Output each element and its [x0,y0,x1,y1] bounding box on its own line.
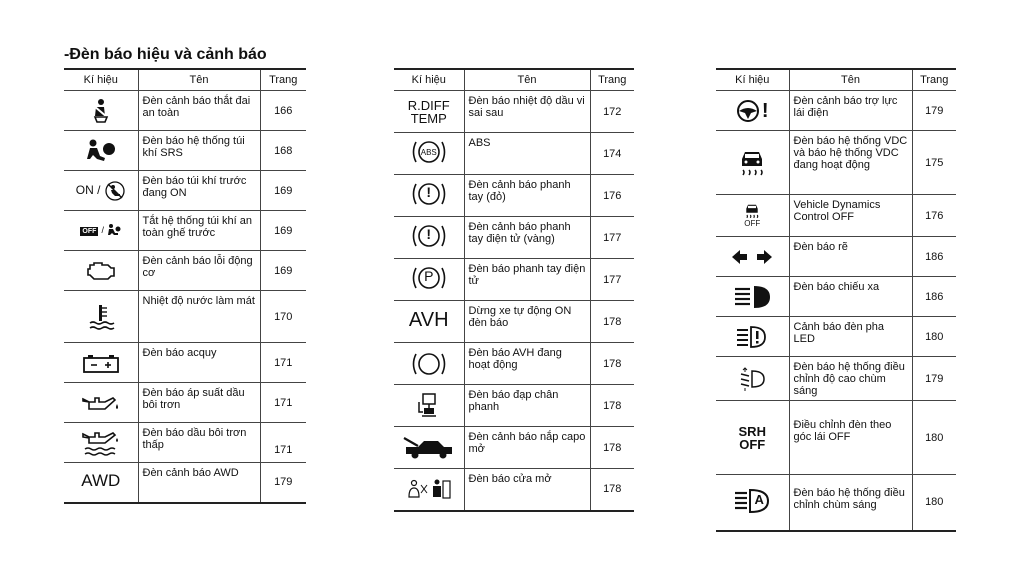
row-page: 169 [260,171,306,211]
table-row [64,463,306,503]
electric-parking-brake-yellow-icon [409,223,449,249]
vdc-icon [739,149,765,177]
exclamation-label: ! [426,184,432,200]
header-name: Tên [138,69,260,91]
row-page: 186 [912,237,956,277]
airbag-off-switch-icon [80,224,121,236]
passenger-airbag-on-off-icon [76,183,126,197]
header-symbol: Kí hiệu [64,69,138,91]
row-page: 178 [590,385,634,427]
row-page: 169 [260,211,306,251]
table-row [64,383,306,423]
seatbelt-icon [88,98,114,124]
awd-icon: AWD [81,471,121,491]
row-name: Đèn cảnh báo phanh tay điện tử (vàng) [468,221,571,245]
table-row [64,251,306,291]
table-row [64,291,306,343]
table-row [394,427,634,469]
door-open-icon [405,477,453,501]
row-page: 177 [590,217,634,259]
row-page: 168 [260,131,306,171]
table-row [394,385,634,427]
auto-high-beam-icon [732,488,772,514]
row-page: 169 [260,251,306,291]
battery-icon [82,352,120,374]
row-page: 178 [590,469,634,511]
header-name: Tên [464,69,590,91]
table-row [64,211,306,251]
row-page: 178 [590,427,634,469]
slash-label: / [101,224,104,235]
row-page: 171 [260,383,306,423]
table-row [394,259,634,301]
row-name: Nhiệt độ nước làm mát [142,295,255,307]
row-name: Đèn báo cửa mở [468,473,552,485]
row-page: 166 [260,91,306,131]
row-name: Đèn báo chiếu xa [793,281,880,293]
row-page: 171 [260,423,306,463]
row-name: ABS [468,137,491,149]
row-name: Đèn cảnh báo AWD [142,467,239,479]
avh-text-icon: AVH [408,309,449,331]
rdiff-label: R.DIFF [407,97,450,113]
page-title: -Đèn báo hiệu và cảnh báo [64,46,267,63]
indicator-table-2 [394,68,634,512]
table-row [64,91,306,131]
indicator-table-3 [716,68,956,532]
srh-off-icon [716,425,789,451]
airbag-icon [85,138,117,164]
row-page: 179 [912,357,956,401]
row-name: Đèn cảnh báo nắp capo mở [468,431,586,455]
row-page: 176 [912,195,956,237]
row-name: Đèn báo rẽ [793,241,848,253]
table-header [64,69,306,91]
row-page: 179 [912,91,956,131]
table-row [716,91,956,131]
table-header [716,69,956,91]
header-page: Trang [260,69,306,91]
row-name: Cảnh báo đèn pha LED [793,321,885,345]
row-name: Đèn cảnh báo thắt đai an toàn [142,95,251,119]
row-name: Đèn cảnh báo trợ lực lái điện [793,95,898,119]
temp-label: TEMP [410,110,447,126]
table-row [716,131,956,195]
table-row [394,469,634,511]
table-row [64,423,306,463]
row-name: Đèn cảnh báo phanh tay (đỏ) [468,179,571,203]
table-row [716,357,956,401]
row-name: Đèn báo hệ thống VDC và báo hệ thống VDC đang hoạt động [793,135,908,171]
row-page: 178 [590,301,634,343]
auto-label: A [754,491,764,507]
slash-label: / [97,182,101,197]
p-label: P [424,268,434,284]
row-name: Vehicle Dynamics Control OFF [793,199,881,223]
srh-label: SRH [738,423,766,439]
table-row [716,401,956,475]
row-name: Điều chỉnh đèn theo góc lái OFF [793,419,892,443]
row-name: Đèn báo acquy [142,347,217,359]
row-name: Đèn báo áp suất dầu bôi trơn [142,387,245,411]
table-row [64,343,306,383]
row-page: 186 [912,277,956,317]
abs-icon [409,139,449,165]
row-page: 171 [260,343,306,383]
hood-open-icon [402,435,456,461]
press-brake-pedal-icon [414,392,444,420]
power-steering-icon [736,99,769,122]
row-name: Đèn báo dầu bôi trơn thấp [142,427,247,451]
row-page: 178 [590,343,634,385]
on-label: ON [75,182,94,197]
led-headlight-warning-icon [735,324,769,350]
table-row [394,343,634,385]
row-page: 180 [912,475,956,531]
turn-signal-icon [730,247,774,267]
row-name: Đèn báo hệ thống điều chỉnh độ cao chùm sáng [793,361,905,397]
row-name: Đèn báo hệ thống túi khí SRS [142,135,245,159]
vdc-off-label: OFF [744,219,761,228]
high-beam-icon [732,284,772,310]
vdc-off-icon [716,203,789,228]
row-name: Đèn báo túi khí trước đang ON [142,175,247,199]
table-row [716,317,956,357]
row-page: 175 [912,131,956,195]
exclamation-label: ! [761,99,769,122]
steering-wheel-icon [736,99,760,123]
header-name: Tên [789,69,912,91]
header-symbol: Kí hiệu [394,69,464,91]
row-page: 176 [590,175,634,217]
row-name: Tắt hệ thống túi khí an toàn ghế trước [142,215,252,239]
row-name: Đèn báo đạp chân phanh [468,389,559,413]
airbag-off-icon [104,180,126,202]
header-page: Trang [912,69,956,91]
row-name: Đèn báo AVH đang hoạt động [468,347,562,371]
skidding-car-icon [744,203,760,219]
engine-check-icon [84,259,118,283]
table-row [716,237,956,277]
row-name: Đèn cảnh báo lỗi động cơ [142,255,253,279]
headlight-leveling-icon [738,366,766,392]
coolant-temperature-icon [86,302,116,332]
table-row [64,171,306,211]
srh-off-label: OFF [739,436,766,452]
row-name: Dừng xe tự động ON đèn báo [468,305,572,329]
avh-active-icon [409,351,449,377]
table-row [394,217,634,259]
table-row [394,301,634,343]
row-name: Đèn báo phanh tay điện tử [468,263,586,287]
off-badge: OFF [82,227,97,235]
parking-brake-icon [409,265,449,291]
row-page: 170 [260,291,306,343]
exclamation-label: ! [426,226,432,242]
table-row [716,475,956,531]
table-row [716,277,956,317]
brake-warning-red-icon [409,181,449,207]
low-oil-level-icon [81,429,121,457]
row-name: Đèn báo nhiệt độ dầu vi sai sau [468,95,585,119]
row-name: Đèn báo hệ thống điều chỉnh chùm sáng [793,487,905,511]
oil-pressure-icon [81,392,121,414]
small-airbag-icon [107,223,121,237]
table-header [394,69,634,91]
rear-diff-temp-icon [394,99,464,125]
indicator-table-1 [64,68,306,504]
header-symbol: Kí hiệu [716,69,789,91]
header-page: Trang [590,69,634,91]
table-row [394,175,634,217]
row-page: 179 [260,463,306,503]
row-page: 180 [912,401,956,475]
row-page: 174 [590,133,634,175]
table-row [394,91,634,133]
row-page: 180 [912,317,956,357]
row-page: 172 [590,91,634,133]
row-page: 177 [590,259,634,301]
table-row [64,131,306,171]
abs-label: ABS [420,148,437,157]
table-row [394,133,634,175]
table-row [716,195,956,237]
